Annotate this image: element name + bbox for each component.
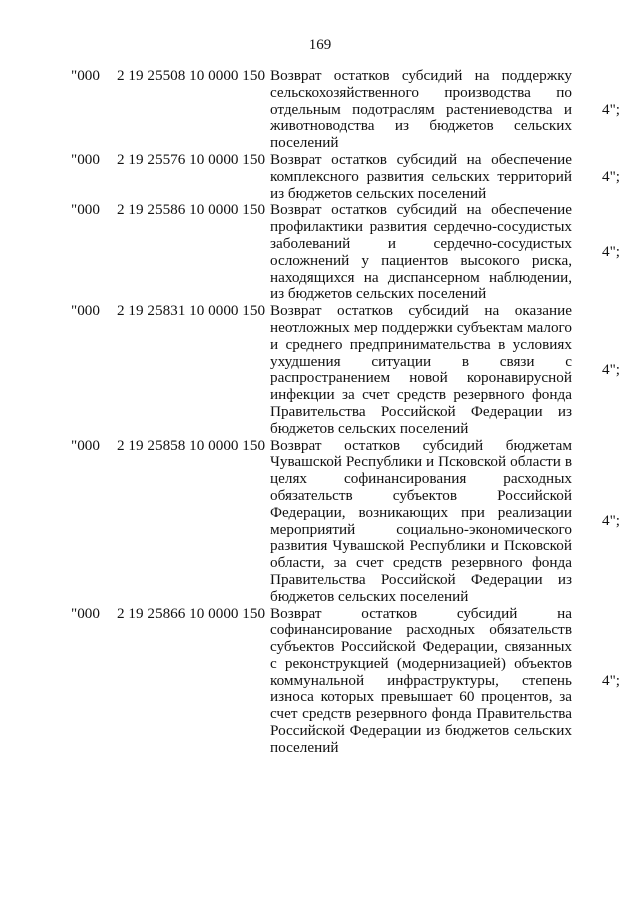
entry-description: Возврат остатков субсидий на софинансирование расходных обязательств субъектов Российской Федерации, связанных с реконструкцией (модернизацией) объектов коммунальной инфраструктуры, степень износа которых превышает 60 процентов, за счет средств резервного фонда Правительства Российской Федерации из бюджетов сельских поселений [270, 604, 572, 756]
kbk-entry [0, 68, 640, 152]
kbk-code: 2 19 25586 10 0000 150 [117, 201, 266, 219]
code-prefix: "000 [71, 67, 100, 84]
kbk-code: 2 19 25831 10 0000 150 [117, 302, 266, 320]
entry-suffix: 4"; [601, 671, 620, 689]
entry-suffix: 4"; [601, 360, 620, 378]
kbk-entry [0, 438, 640, 606]
entry-suffix: 4"; [601, 167, 620, 185]
code-prefix: "000 [71, 201, 100, 219]
code-prefix: "000 [71, 150, 100, 168]
code-prefix: "000 [71, 436, 100, 454]
kbk-entry [0, 202, 640, 303]
kbk-entry [0, 152, 640, 202]
entry-description: Возврат остатков субсидий бюджетам Чувашской Республики и Псковской области в целях софинансирования расходных обязательств субъектов Российской Федерации, возникающих при реализации мероприятий социально-экономического развития Чувашской Республики и Псковской области, за счет средств резервного фонда Правительства Российской Федерации из бюджетов сельских поселений [270, 436, 572, 605]
kbk-code: 2 19 25576 10 0000 150 [117, 150, 266, 168]
entry-description: Возврат остатков субсидий на оказание неотложных мер поддержки субъектам малого и среднего предпринимательства в условиях ухудшения ситуации в связи с распространением новой коронавирусной инфекции за счет средств резервного фонда Правительства Российской Федерации из бюджетов сельских поселений [270, 302, 572, 437]
kbk-entry [0, 303, 640, 437]
kbk-entries-list [0, 68, 640, 757]
code-prefix: "000 [71, 302, 100, 320]
entry-description: Возврат остатков субсидий на поддержку сельскохозяйственного производства по отдельным подотраслям растениеводства и животноводства из бюджетов сельских поселений [270, 67, 572, 152]
kbk-entry [0, 606, 640, 757]
kbk-code: 2 19 25508 10 0000 150 [117, 67, 266, 84]
entry-suffix: 4"; [601, 100, 620, 118]
entry-description: Возврат остатков субсидий на обеспечение комплексного развития сельских территорий из бюджетов сельских поселений [270, 150, 572, 202]
entry-description: Возврат остатков субсидий на обеспечение профилактики развития сердечно-сосудистых заболеваний и сердечно-сосудистых осложнений у пациентов высокого риска, находящихся на диспансерном наблюдении, из бюджетов сельских поселений [270, 201, 572, 303]
entry-suffix: 4"; [601, 243, 620, 261]
code-prefix: "000 [71, 604, 100, 622]
entry-suffix: 4"; [601, 512, 620, 530]
page-number: 169 [308, 37, 332, 53]
kbk-code: 2 19 25858 10 0000 150 [117, 436, 266, 454]
kbk-code: 2 19 25866 10 0000 150 [117, 604, 266, 622]
